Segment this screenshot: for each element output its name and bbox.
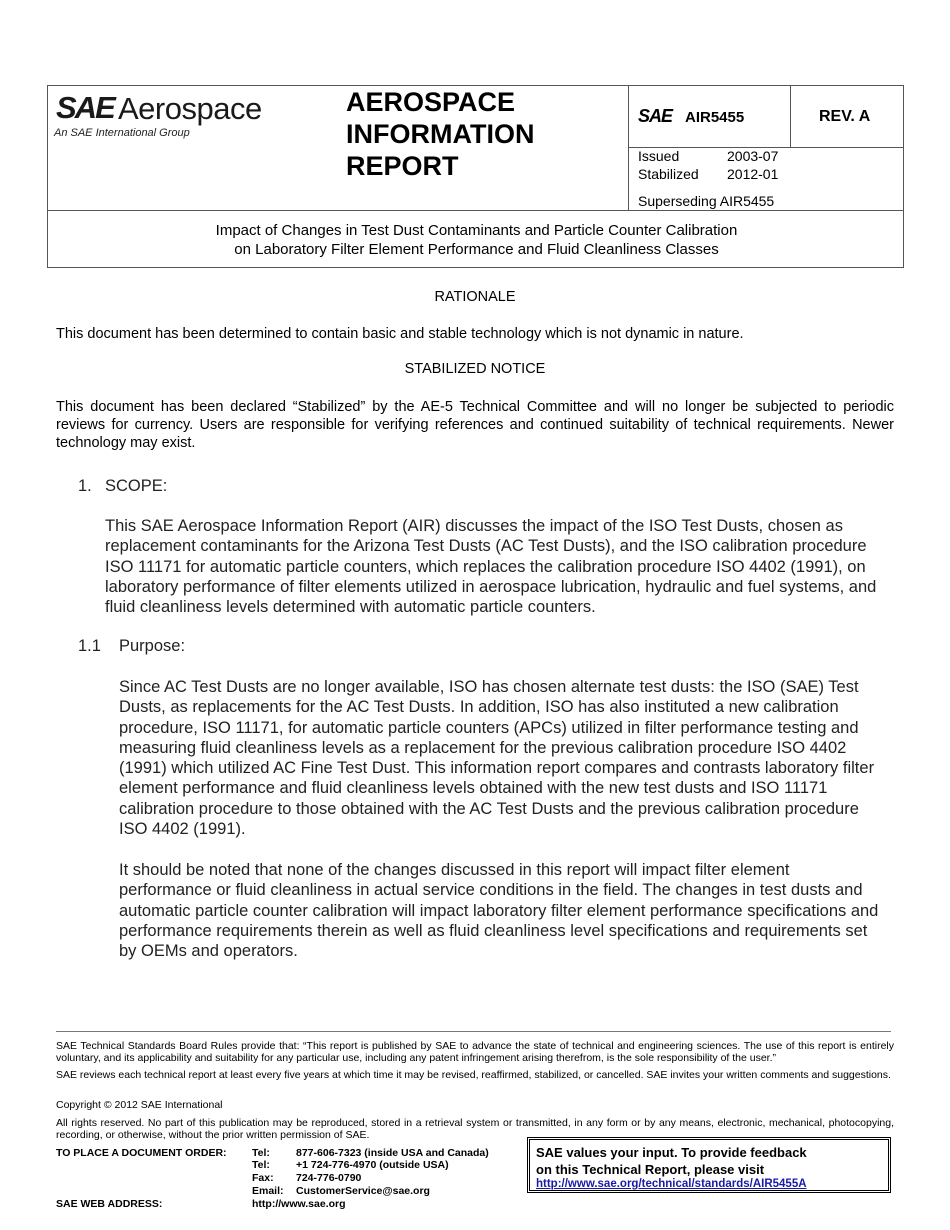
feedback-box xyxy=(527,1137,891,1193)
feedback-line: on this Technical Report, please visit xyxy=(536,1162,765,1177)
board-rules-note: SAE Technical Standards Board Rules provide that: “This report is published by SAE to advance the state of technical and engineering sciences. The use of this report is entirely voluntary, and its applicability and suitability for any particular use, including any patent infringement arising therefrom, is the sole responsibility of the user.” xyxy=(56,1040,894,1064)
divider xyxy=(628,86,629,211)
rationale-heading: RATIONALE xyxy=(434,289,516,305)
purpose-paragraph-1: Since AC Test Dusts are no longer available, ISO has chosen alternate test dusts: the ISO (SAE) Test Dusts, as replacements for the AC Test Dusts. In addition, ISO has also instituted a new calibration procedure, ISO 11171, for automatic particle counters (APCs) utilized in filter performance testing and measuring fluid cleanliness levels as a replacement for the previous calibration procedure ISO 4402 (1991) which utilized AC Fine Test Dust. This information report compares and contrasts laboratory filter element performance and fluid cleanliness levels obtained with the new test dusts and ISO 11171 calibration procedure to those obtained with the AC Test Dusts and the previous calibration procedure ISO 4402 (1991). xyxy=(119,678,875,839)
purpose-number: 1.1 xyxy=(78,637,101,655)
logo-subtitle: An SAE International Group xyxy=(54,127,190,139)
copyright-note: Copyright © 2012 SAE International xyxy=(56,1099,223,1111)
scope-text: This SAE Aerospace Information Report (AIR) discusses the impact of the ISO Test Dusts, chosen as replacement contaminants for the Arizona Test Dusts (AC Test Dusts), and the ISO calibration procedure ISO 11171 for automatic particle counters, which replaces the calibration procedure ISO 4402 (1991), on laboratory performance of filter elements utilized in aerospace lubrication, hydraulic and fuel systems, and fluid cleanliness levels determined with automatic particle counters. xyxy=(105,517,877,617)
scope-heading: SCOPE: xyxy=(105,477,168,495)
feedback-text xyxy=(536,1144,807,1178)
web-address-label: SAE WEB ADDRESS: xyxy=(56,1198,163,1210)
footer-rule xyxy=(56,1031,891,1032)
feedback-line: SAE values your input. To provide feedback xyxy=(536,1145,807,1160)
purpose-paragraph-2: It should be noted that none of the changes discussed in this report will impact filter element performance or fluid cleanliness in actual service conditions in the field. The changes in test dusts and automatic particle counter calibration will impact laboratory filter element performance specifications and performance requirements therein as well as fluid cleanliness level specifications and requirements set by OEMs and operators. xyxy=(119,861,879,961)
document-header xyxy=(47,85,904,268)
web-address-link[interactable]: http://www.sae.org xyxy=(252,1198,346,1210)
report-type-line: AEROSPACE xyxy=(346,87,516,117)
contact-label: Email: xyxy=(252,1185,284,1197)
report-type-line: INFORMATION xyxy=(346,119,535,149)
stabilized-notice-text: This document has been declared “Stabilized” by the AE-5 Technical Committee and will no longer be subjected to periodic reviews for currency. Users are responsible for verifying references and continued suitability of technical requirements. Newer technology may exist. xyxy=(56,399,894,451)
review-note: SAE reviews each technical report at least every five years at which time it may be revised, reaffirmed, stabilized, or cancelled. SAE invites your written comments and suggestions. xyxy=(56,1069,891,1081)
revision-label: REV. A xyxy=(819,108,871,125)
superseding-note: Superseding AIR5455 xyxy=(638,193,775,209)
purpose-heading: Purpose: xyxy=(119,637,186,655)
contact-label: Tel: xyxy=(252,1159,270,1171)
stabilized-notice-heading: STABILIZED NOTICE xyxy=(404,361,546,377)
divider xyxy=(48,210,904,211)
rationale-text: This document has been determined to contain basic and stable technology which is not dynamic in nature. xyxy=(56,326,744,342)
subtitle-line: on Laboratory Filter Element Performance and Fluid Cleanliness Classes xyxy=(234,241,719,258)
logo-aerospace-text: Aerospace xyxy=(118,91,262,126)
contact-value: CustomerService@sae.org xyxy=(296,1185,430,1197)
issued-date: 2003-07 xyxy=(727,148,779,164)
contact-value: 877-606-7323 (inside USA and Canada) xyxy=(296,1147,489,1159)
scope-number: 1. xyxy=(78,477,92,495)
report-type-line: REPORT xyxy=(346,151,459,181)
subtitle-line: Impact of Changes in Test Dust Contaminants and Particle Counter Calibration xyxy=(215,222,738,239)
report-type-title xyxy=(346,86,534,182)
logo-sae-text: SAE xyxy=(56,90,114,125)
contact-label: Tel: xyxy=(252,1147,270,1159)
contact-value: 724-776-0790 xyxy=(296,1172,362,1184)
stabilized-label: Stabilized xyxy=(638,166,699,182)
document-subtitle xyxy=(48,221,905,259)
order-label: TO PLACE A DOCUMENT ORDER: xyxy=(56,1147,227,1159)
stabilized-date: 2012-01 xyxy=(727,166,779,182)
document-number: AIR5455 xyxy=(685,109,745,126)
contact-label: Fax: xyxy=(252,1172,274,1184)
rights-note: All rights reserved. No part of this publication may be reproduced, stored in a retrieval system or transmitted, in any form or by any means, electronic, mechanical, photocopying, recording, or otherwise, without the prior written permission of SAE. xyxy=(56,1117,894,1141)
divider xyxy=(790,86,791,147)
issued-label: Issued xyxy=(638,148,680,164)
feedback-link[interactable]: http://www.sae.org/technical/standards/AIR5455A xyxy=(536,1178,807,1190)
contact-value: +1 724-776-4970 (outside USA) xyxy=(296,1159,449,1171)
sae-small-logo: SAE xyxy=(638,106,673,126)
